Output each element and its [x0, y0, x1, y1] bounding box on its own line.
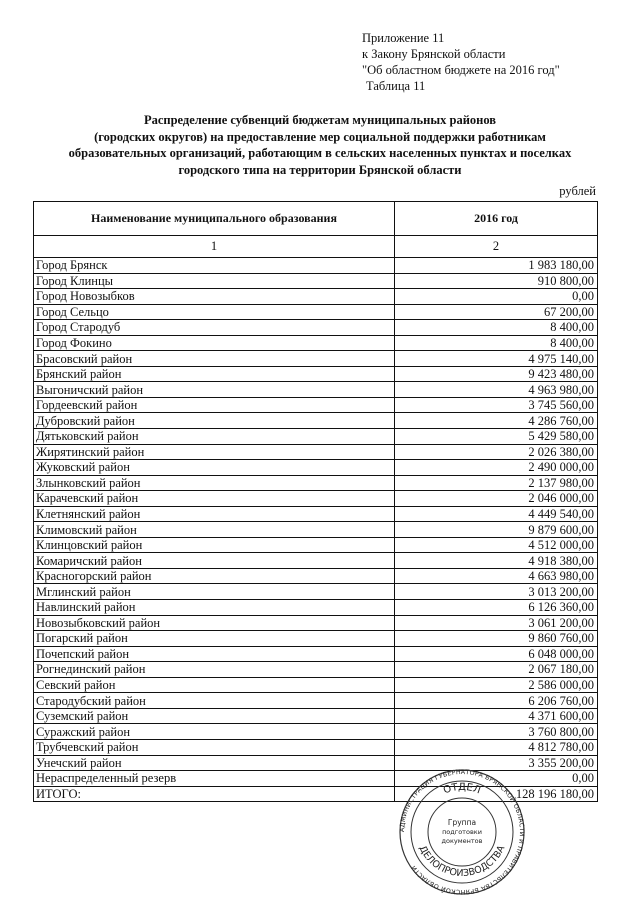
appendix-line-1: Приложение 11: [362, 31, 445, 45]
subsidy-amount: 5 429 580,00: [395, 429, 598, 445]
table-row: [34, 273, 598, 289]
municipality-name: Клетнянский район: [34, 506, 395, 522]
table-row: [34, 366, 598, 382]
table-header-row: [34, 202, 598, 236]
municipality-name: Брасовский район: [34, 351, 395, 367]
subsidy-amount: 2 586 000,00: [395, 677, 598, 693]
department-stamp: [398, 768, 526, 896]
table-row: [34, 739, 598, 755]
table-row: [34, 553, 598, 569]
subsidy-amount: 4 371 600,00: [395, 708, 598, 724]
subsidy-amount: 3 061 200,00: [395, 615, 598, 631]
subsidy-amount: 8 400,00: [395, 320, 598, 336]
municipality-name: Навлинский район: [34, 600, 395, 616]
stamp-center-line-3: документов: [441, 837, 483, 845]
municipality-name: Комаричский район: [34, 553, 395, 569]
municipality-name: Стародубский район: [34, 693, 395, 709]
subsidy-amount: 9 423 480,00: [395, 366, 598, 382]
table-row: [34, 506, 598, 522]
title-line-3: образовательных организаций, работающим в сельских населенных пунктах и поселках: [68, 146, 572, 160]
municipality-name: Город Клинцы: [34, 273, 395, 289]
table-row: [34, 724, 598, 740]
svg-text:ОТДЕЛ: [442, 782, 482, 796]
table-row: [34, 615, 598, 631]
stamp-center-line-2: подготовки: [442, 828, 482, 836]
subsidy-amount: 128 196 180,00: [395, 786, 598, 802]
subsidy-amount: 2 137 980,00: [395, 475, 598, 491]
appendix-line-2: к Закону Брянской области: [362, 47, 506, 61]
municipality-name: Дятьковский район: [34, 429, 395, 445]
table-row: [34, 351, 598, 367]
municipality-name: Красногорский район: [34, 568, 395, 584]
municipality-name: Унечский район: [34, 755, 395, 771]
subsidy-amount: 6 126 360,00: [395, 600, 598, 616]
table-row: [34, 708, 598, 724]
subsidy-amount: 4 449 540,00: [395, 506, 598, 522]
municipality-name: Новозыбковский район: [34, 615, 395, 631]
table-row: [34, 382, 598, 398]
stamp-bottom-text: ДЕЛОПРОИЗВОДСТВА: [416, 843, 508, 880]
municipality-name: Город Новозыбков: [34, 289, 395, 305]
subsidy-amount: 0,00: [395, 289, 598, 305]
table-row: [34, 320, 598, 336]
subsidy-amount: 6 048 000,00: [395, 646, 598, 662]
municipality-name: Климовский район: [34, 522, 395, 538]
table-row: [34, 491, 598, 507]
municipality-name: Город Брянск: [34, 258, 395, 274]
header-year-column: 2016 год: [395, 202, 598, 236]
table-row: [34, 537, 598, 553]
svg-text:ДЕЛОПРОИЗВОДСТВА: [417, 843, 508, 879]
subsidy-amount: 3 745 560,00: [395, 397, 598, 413]
column-number-row: [34, 236, 598, 258]
stamp-top-text: ОТДЕЛ: [442, 781, 482, 797]
table-row: [34, 258, 598, 274]
subsidy-amount: 3 760 800,00: [395, 724, 598, 740]
column-number-2: 2: [395, 236, 598, 258]
municipality-name: Рогнединский район: [34, 662, 395, 678]
municipality-name: Брянский район: [34, 366, 395, 382]
subsidy-amount: 3 013 200,00: [395, 584, 598, 600]
municipality-name: Город Фокино: [34, 335, 395, 351]
table-row: [34, 413, 598, 429]
municipality-name: Город Сельцо: [34, 304, 395, 320]
title-line-2: (городских округов) на предоставление мер социальной поддержки работникам: [94, 129, 546, 144]
table-row: [34, 677, 598, 693]
subsidy-amount: 4 963 980,00: [395, 382, 598, 398]
table-row: [34, 631, 598, 647]
municipality-name: Гордеевский район: [34, 397, 395, 413]
subsidy-amount: 2 067 180,00: [395, 662, 598, 678]
subsidy-amount: 4 512 000,00: [395, 537, 598, 553]
table-row: [34, 600, 598, 616]
table-row: [34, 397, 598, 413]
table-row: [34, 693, 598, 709]
subsidy-amount: 1 983 180,00: [395, 258, 598, 274]
subsidy-amount: 4 286 760,00: [395, 413, 598, 429]
municipality-name: Клинцовский район: [34, 537, 395, 553]
table-row: [34, 460, 598, 476]
subsidy-amount: 2 046 000,00: [395, 491, 598, 507]
municipality-name: Жирятинский район: [34, 444, 395, 460]
stamp-center-line-1: Группа: [447, 818, 477, 827]
table-row: [34, 522, 598, 538]
currency-unit: рублей: [559, 184, 596, 198]
stamp-outer-text: АДМИНИСТРАЦИЯ ГУБЕРНАТОРА БРЯНСКОЙ ОБЛАСТИ И ПРАВИТЕЛЬСТВА БРЯНСКОЙ ОБЛАСТИ: [398, 768, 526, 896]
subsidy-amount: 2 026 380,00: [395, 444, 598, 460]
municipality-name: Дубровский район: [34, 413, 395, 429]
subsidy-amount: 910 800,00: [395, 273, 598, 289]
subsidy-amount: 4 975 140,00: [395, 351, 598, 367]
municipality-name: Выгоничский район: [34, 382, 395, 398]
table-row: [34, 475, 598, 491]
subsidy-amount: 67 200,00: [395, 304, 598, 320]
subsidy-amount: 8 400,00: [395, 335, 598, 351]
municipality-name: Нераспределенный резерв: [34, 771, 395, 787]
municipality-name: Севский район: [34, 677, 395, 693]
table-label: Таблица 11: [366, 79, 426, 93]
table-row: [34, 429, 598, 445]
appendix-block: [362, 30, 560, 94]
subsidy-amount: 0,00: [395, 771, 598, 787]
municipality-name: Суземский район: [34, 708, 395, 724]
table-row: [34, 304, 598, 320]
title-line-4: городского типа на территории Брянской области: [178, 162, 462, 177]
table-row: [34, 584, 598, 600]
title-line-1: Распределение субвенций бюджетам муниципальных районов: [143, 113, 497, 127]
subsidy-amount: 4 663 980,00: [395, 568, 598, 584]
appendix-line-3: "Об областном бюджете на 2016 год": [362, 63, 560, 77]
table-row: [34, 662, 598, 678]
municipality-name: Трубчевский район: [34, 739, 395, 755]
subsidy-amount: 4 812 780,00: [395, 739, 598, 755]
subsidy-amount: 6 206 760,00: [395, 693, 598, 709]
municipality-name: Почепский район: [34, 646, 395, 662]
table-row: [34, 646, 598, 662]
subsidy-amount: 9 860 760,00: [395, 631, 598, 647]
subsidy-amount: 4 918 380,00: [395, 553, 598, 569]
document-title: [40, 112, 600, 178]
header-name-column: Наименование муниципального образования: [34, 202, 395, 236]
municipality-name: Карачевский район: [34, 491, 395, 507]
subsidy-amount: 9 879 600,00: [395, 522, 598, 538]
column-number-1: 1: [34, 236, 395, 258]
table-row: [34, 568, 598, 584]
municipality-name: Город Стародуб: [34, 320, 395, 336]
table-row: [34, 289, 598, 305]
municipality-name: Суражский район: [34, 724, 395, 740]
subsidy-amount: 3 355 200,00: [395, 755, 598, 771]
municipality-name: Жуковский район: [34, 460, 395, 476]
municipality-name: Погарский район: [34, 631, 395, 647]
subsidy-table: [33, 201, 598, 802]
municipality-name: Мглинский район: [34, 584, 395, 600]
municipality-name: ИТОГО:: [34, 786, 395, 802]
subsidy-amount: 2 490 000,00: [395, 460, 598, 476]
table-row: [34, 335, 598, 351]
municipality-name: Злынковский район: [34, 475, 395, 491]
table-row: [34, 444, 598, 460]
